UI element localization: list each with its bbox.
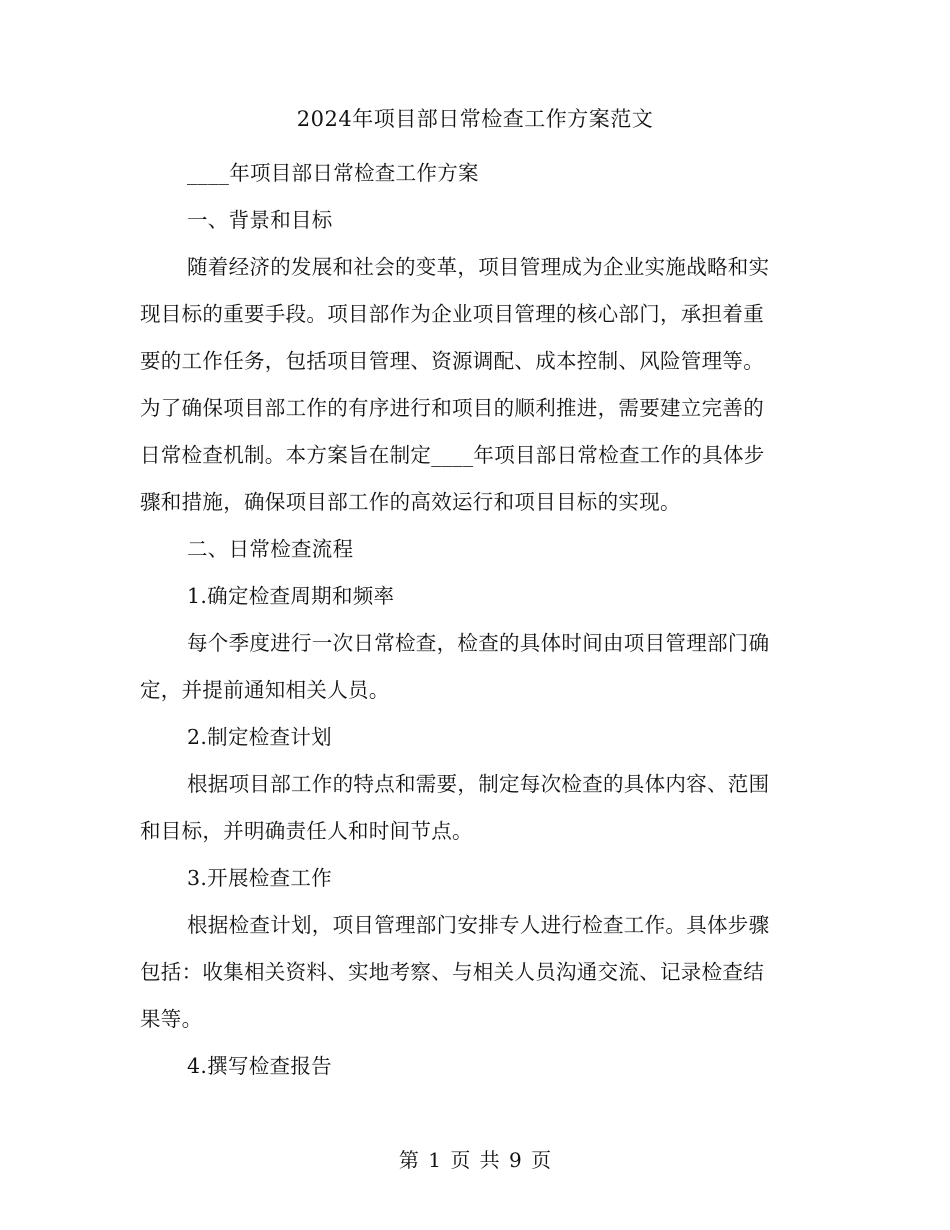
body-line: 1.确定检查周期和频率 (187, 584, 395, 608)
body-line: 每个季度进行一次日常检查，检查的具体时间由项目管理部门确 (187, 631, 770, 655)
body-line: 骤和措施，确保项目部工作的高效运行和项目目标的实现。 (140, 490, 681, 514)
body-line: 根据项目部工作的特点和需要，制定每次检查的具体内容、范围 (187, 772, 770, 796)
document-title: 2024年项目部日常检查工作方案范文 (296, 107, 654, 131)
body-line: 定，并提前通知相关人员。 (140, 678, 390, 702)
body-line: 4.撰写检查报告 (187, 1054, 332, 1078)
body-line: 3.开展检查工作 (187, 866, 332, 890)
body-line: 要的工作任务，包括项目管理、资源调配、成本控制、风险管理等。 (140, 349, 764, 373)
body-line: 为了确保项目部工作的有序进行和项目的顺利推进，需要建立完善的 (140, 396, 764, 420)
body-line: 二、日常检查流程 (187, 537, 354, 561)
page-footer: 第 1 页 共 9 页 (398, 1148, 552, 1172)
body-line: 随着经济的发展和社会的变革，项目管理成为企业实施战略和实 (187, 255, 770, 279)
body-line: 包括：收集相关资料、实地考察、与相关人员沟通交流、记录检查结 (140, 960, 764, 984)
document-body (140, 150, 800, 1090)
body-line: 果等。 (140, 1007, 203, 1031)
body-line: 根据检查计划，项目管理部门安排专人进行检查工作。具体步骤 (187, 913, 770, 937)
body-line: 2.制定检查计划 (187, 725, 332, 749)
body-line: 现目标的重要手段。项目部作为企业项目管理的核心部门，承担着重 (140, 302, 764, 326)
body-line: 一、背景和目标 (187, 208, 333, 232)
body-line: ____年项目部日常检查工作方案 (187, 161, 479, 185)
body-line: 日常检查机制。本方案旨在制定____年项目部日常检查工作的具体步 (140, 443, 765, 467)
body-line: 和目标，并明确责任人和时间节点。 (140, 819, 473, 843)
